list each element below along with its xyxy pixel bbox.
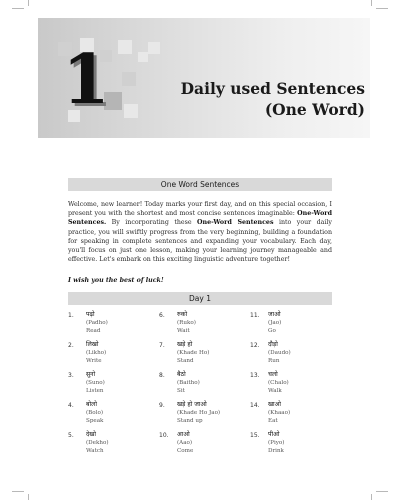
decorative-square	[118, 40, 132, 54]
vocab-transliteration: (Ruko)	[177, 319, 196, 326]
day-heading: Day 1	[68, 292, 332, 305]
decorative-square	[138, 52, 148, 62]
vocab-entry	[250, 401, 338, 431]
vocab-entry	[159, 371, 247, 401]
intro-text: By incorporating these	[106, 219, 198, 227]
vocab-hindi: चलो	[268, 371, 278, 378]
vocab-entry	[68, 401, 156, 431]
vocab-number: 5.	[68, 432, 74, 439]
vocab-transliteration: (Padho)	[86, 319, 108, 326]
vocab-transliteration: (Likho)	[86, 349, 107, 356]
vocab-transliteration: (Daudo)	[268, 349, 291, 356]
crop-mark	[371, 0, 372, 6]
vocab-meaning: Listen	[86, 387, 104, 394]
vocab-entry	[68, 431, 156, 461]
chapter-title-line: (One Word)	[264, 100, 365, 119]
vocab-number: 7.	[159, 342, 165, 349]
crop-mark	[371, 494, 372, 500]
vocab-meaning: Go	[268, 327, 276, 334]
vocab-meaning: Wait	[177, 327, 190, 334]
vocab-hindi: खड़े हो	[177, 341, 193, 348]
vocab-meaning: Stand	[177, 357, 194, 364]
vocab-number: 3.	[68, 372, 74, 379]
vocab-meaning: Stand up	[177, 417, 203, 424]
vocab-number: 8.	[159, 372, 165, 379]
vocab-hindi: दौड़ो	[268, 341, 278, 348]
vocab-number: 14.	[250, 402, 260, 409]
vocab-transliteration: (Aao)	[177, 439, 193, 446]
vocab-transliteration: (Dekho)	[86, 439, 109, 446]
vocab-hindi: लिखो	[86, 341, 99, 348]
vocab-transliteration: (Khade Ho)	[177, 349, 210, 356]
vocab-hindi: आओ	[177, 431, 190, 438]
vocab-transliteration: (Chalo)	[268, 379, 289, 386]
vocab-entry	[250, 341, 338, 371]
intro-emphasis: One-Word Sentences.	[68, 210, 332, 227]
vocab-entry	[159, 401, 247, 431]
intro-text: Welcome, new learner! Today marks your first day, and on this special occasion, I present you with the shortest and most concise sentences imaginable:	[68, 201, 332, 218]
vocab-number: 4.	[68, 402, 74, 409]
vocab-transliteration: (Bolo)	[86, 409, 103, 416]
vocab-entry	[250, 371, 338, 401]
vocabulary-grid	[68, 311, 338, 461]
vocab-transliteration: (Khade Ho Jao)	[177, 409, 221, 416]
vocab-number: 15.	[250, 432, 260, 439]
vocab-number: 9.	[159, 402, 165, 409]
vocab-hindi: खड़े हो जाओ	[177, 401, 207, 408]
vocab-number: 12.	[250, 342, 260, 349]
crop-mark	[376, 491, 388, 492]
intro-text: into your daily practice, you will swiftly progress from the very beginning, building a foundation for speaking in complete sentences and expanding your vocabulary. Each day, you'll focus on just one lesson, making your learning journey manageable and effective. Let's embark on this exciting linguistic adventure together!	[68, 219, 332, 264]
vocab-number: 1.	[68, 312, 74, 319]
vocab-hindi: सुनो	[86, 371, 96, 378]
vocab-hindi: पढ़ो	[86, 311, 95, 318]
vocab-hindi: बोलो	[86, 401, 97, 408]
vocab-entry	[250, 431, 338, 461]
vocab-meaning: Write	[86, 357, 102, 364]
vocab-meaning: Read	[86, 327, 101, 334]
crop-mark	[376, 8, 388, 9]
vocab-entry	[159, 311, 247, 341]
vocab-hindi: देखो	[86, 431, 96, 438]
decorative-square	[148, 42, 160, 54]
intro-emphasis: One-Word Sentences	[197, 219, 274, 227]
vocab-transliteration: (Khaao)	[268, 409, 291, 416]
vocab-number: 2.	[68, 342, 74, 349]
vocab-transliteration: (Suno)	[86, 379, 105, 386]
vocab-entry	[68, 371, 156, 401]
vocab-transliteration: (Piyo)	[268, 439, 285, 446]
vocab-meaning: Run	[268, 357, 280, 364]
vocab-number: 6.	[159, 312, 165, 319]
crop-mark	[12, 8, 24, 9]
crop-mark	[28, 0, 29, 6]
vocab-hindi: पीओ	[268, 431, 280, 438]
vocab-number: 13.	[250, 372, 260, 379]
section-heading: One Word Sentences	[68, 178, 332, 191]
vocab-meaning: Watch	[86, 447, 104, 454]
vocab-entry	[159, 341, 247, 371]
decorative-square	[122, 72, 136, 86]
wish-line: I wish you the best of luck!	[68, 277, 164, 284]
vocab-meaning: Speak	[86, 417, 104, 424]
decorative-square	[124, 104, 138, 118]
vocab-entry	[159, 431, 247, 461]
vocab-entry	[250, 311, 338, 341]
vocab-entry	[68, 341, 156, 371]
crop-mark	[12, 491, 24, 492]
crop-mark	[28, 494, 29, 500]
vocab-meaning: Come	[177, 447, 194, 454]
vocab-transliteration: (Baitho)	[177, 379, 200, 386]
chapter-number: 1	[62, 40, 110, 120]
vocab-meaning: Eat	[268, 417, 278, 424]
intro-paragraph	[68, 200, 332, 264]
vocab-meaning: Drink	[268, 447, 284, 454]
chapter-title-line: Daily used Sentences	[180, 79, 365, 98]
vocab-transliteration: (Jao)	[268, 319, 282, 326]
vocab-entry	[68, 311, 156, 341]
vocab-hindi: खाओ	[268, 401, 281, 408]
vocab-hindi: बैठो	[177, 371, 186, 378]
vocab-meaning: Sit	[177, 387, 185, 394]
vocab-number: 11.	[250, 312, 260, 319]
vocab-meaning: Walk	[268, 387, 282, 394]
chapter-title	[150, 78, 365, 120]
vocab-hindi: जाओ	[268, 311, 281, 318]
vocab-number: 10.	[159, 432, 169, 439]
vocab-hindi: रुको	[177, 311, 188, 318]
